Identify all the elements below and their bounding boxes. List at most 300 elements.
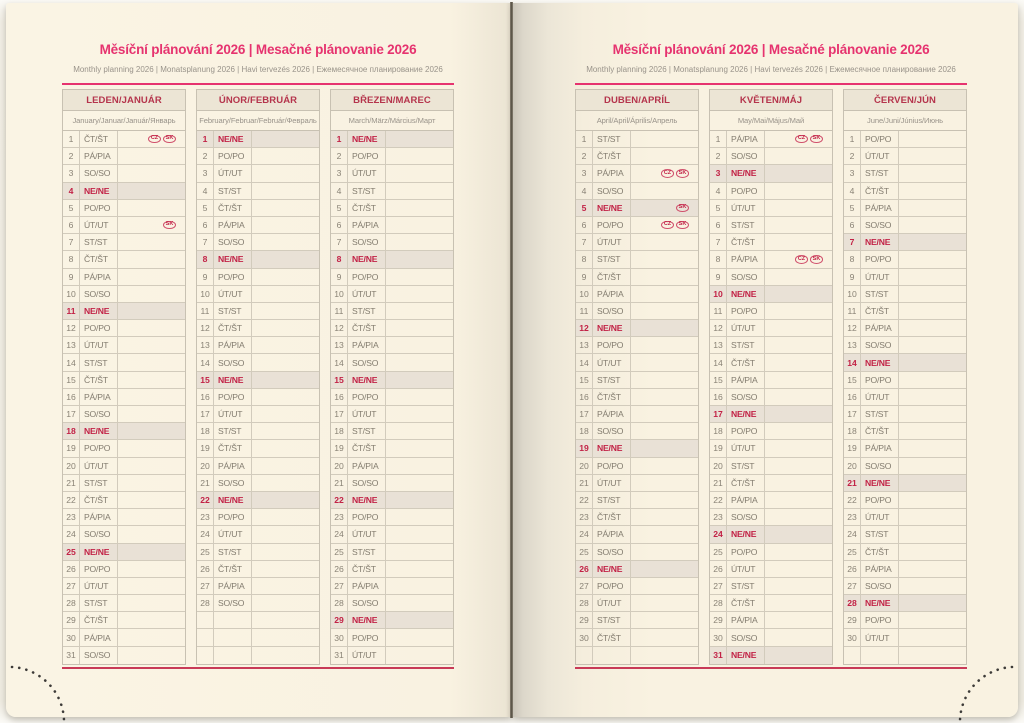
day-row (710, 629, 832, 646)
day-abbrev: NE/NE (348, 372, 386, 388)
day-row (331, 337, 453, 354)
day-abbrev: ČT/ŠT (727, 354, 765, 370)
day-row (197, 165, 319, 182)
day-notes (899, 200, 966, 216)
day-abbrev: ST/ST (214, 183, 252, 199)
day-notes (118, 354, 185, 370)
day-number: 16 (331, 389, 348, 405)
day-number: 22 (710, 492, 727, 508)
day-abbrev: ST/ST (861, 526, 899, 542)
day-number: 15 (331, 372, 348, 388)
day-row (710, 389, 832, 406)
day-row (331, 612, 453, 629)
day-row (576, 286, 698, 303)
day-row (710, 526, 832, 543)
day-row (844, 269, 966, 286)
day-abbrev: PÁ/PIA (80, 509, 118, 525)
day-abbrev: ÚT/UT (214, 286, 252, 302)
day-number: 21 (576, 475, 593, 491)
day-number: 18 (197, 423, 214, 439)
day-abbrev: PÁ/PIA (80, 269, 118, 285)
day-abbrev: PÁ/PIA (861, 561, 899, 577)
day-row (331, 561, 453, 578)
day-row (63, 269, 185, 286)
day-notes (899, 509, 966, 525)
day-abbrev: PÁ/PIA (593, 526, 631, 542)
day-row (710, 492, 832, 509)
day-notes (899, 595, 966, 611)
day-row (197, 544, 319, 561)
day-number: 8 (710, 251, 727, 267)
day-row (576, 492, 698, 509)
day-number: 1 (710, 131, 727, 147)
day-abbrev: PO/PO (214, 148, 252, 164)
day-abbrev: SO/SO (80, 526, 118, 542)
day-abbrev: SO/SO (80, 647, 118, 664)
day-notes (631, 234, 698, 250)
day-row (844, 200, 966, 217)
day-number: 19 (197, 440, 214, 456)
day-abbrev: ÚT/UT (593, 595, 631, 611)
day-abbrev: ČT/ŠT (727, 234, 765, 250)
day-number: 18 (710, 423, 727, 439)
day-notes (765, 200, 832, 216)
day-row (576, 269, 698, 286)
right-page (513, 3, 1018, 717)
day-row (63, 544, 185, 561)
day-abbrev: ÚT/UT (214, 406, 252, 422)
day-abbrev: PO/PO (861, 492, 899, 508)
day-number: 11 (331, 303, 348, 319)
day-abbrev: PÁ/PIA (214, 217, 252, 233)
day-number: 12 (710, 320, 727, 336)
day-notes (899, 148, 966, 164)
day-abbrev: NE/NE (348, 131, 386, 147)
day-number: 14 (197, 354, 214, 370)
day-notes (631, 595, 698, 611)
day-number: 23 (576, 509, 593, 525)
day-notes (252, 217, 319, 233)
day-number: 3 (197, 165, 214, 181)
day-number: 15 (576, 372, 593, 388)
day-abbrev: ÚT/UT (727, 200, 765, 216)
day-abbrev: PO/PO (593, 578, 631, 594)
day-abbrev: ČT/ŠT (214, 561, 252, 577)
day-notes (631, 148, 698, 164)
day-notes (899, 578, 966, 594)
day-number: 7 (844, 234, 861, 250)
day-abbrev: SO/SO (593, 183, 631, 199)
day-row (197, 492, 319, 509)
day-abbrev: SO/SO (348, 354, 386, 370)
day-notes (899, 286, 966, 302)
day-abbrev: ÚT/UT (348, 647, 386, 664)
day-row (197, 509, 319, 526)
day-number: 12 (844, 320, 861, 336)
day-row (844, 148, 966, 165)
month-table (62, 89, 186, 665)
day-abbrev: PO/PO (348, 389, 386, 405)
day-number: 26 (63, 561, 80, 577)
day-row (710, 647, 832, 664)
day-number: 4 (844, 183, 861, 199)
day-number: 21 (331, 475, 348, 491)
month-subtitle: April/April/Április/Апрель (576, 111, 698, 131)
day-abbrev: SO/SO (348, 595, 386, 611)
day-notes (118, 303, 185, 319)
day-row (197, 286, 319, 303)
day-abbrev: ČT/ŠT (861, 303, 899, 319)
day-row (844, 526, 966, 543)
day-row (331, 578, 453, 595)
day-abbrev: PO/PO (861, 251, 899, 267)
day-number: 15 (844, 372, 861, 388)
day-number: 3 (710, 165, 727, 181)
day-abbrev: SO/SO (593, 303, 631, 319)
day-number: 4 (63, 183, 80, 199)
day-number: 26 (576, 561, 593, 577)
day-notes (386, 286, 453, 302)
day-notes (118, 423, 185, 439)
day-row (710, 183, 832, 200)
day-row (844, 440, 966, 457)
day-abbrev: PÁ/PIA (861, 200, 899, 216)
day-number: 17 (63, 406, 80, 422)
day-row (63, 492, 185, 509)
day-abbrev (214, 629, 252, 645)
day-row (844, 165, 966, 182)
months-row-left (62, 89, 454, 665)
day-row (197, 354, 319, 371)
day-row (576, 526, 698, 543)
day-number: 14 (331, 354, 348, 370)
day-row (710, 440, 832, 457)
day-abbrev: NE/NE (348, 492, 386, 508)
day-row (331, 148, 453, 165)
day-number: 8 (331, 251, 348, 267)
day-number: 10 (331, 286, 348, 302)
day-notes (765, 509, 832, 525)
day-notes (631, 337, 698, 353)
day-notes (252, 269, 319, 285)
day-notes (899, 612, 966, 628)
day-notes (118, 509, 185, 525)
day-number: 3 (63, 165, 80, 181)
day-notes (118, 234, 185, 250)
day-number: 25 (197, 544, 214, 560)
day-row (331, 475, 453, 492)
day-row (710, 612, 832, 629)
day-number: 15 (63, 372, 80, 388)
day-row (197, 320, 319, 337)
day-notes (252, 578, 319, 594)
day-abbrev: PÁ/PIA (214, 578, 252, 594)
day-notes (252, 337, 319, 353)
day-notes (386, 303, 453, 319)
day-notes (386, 458, 453, 474)
month-title: KVĚTEN/MÁJ (710, 90, 832, 111)
day-notes (631, 389, 698, 405)
day-row (844, 337, 966, 354)
day-abbrev: ČT/ŠT (348, 320, 386, 336)
day-row (63, 595, 185, 612)
day-number: 16 (197, 389, 214, 405)
day-notes (765, 629, 832, 645)
day-row (710, 406, 832, 423)
day-number: 24 (576, 526, 593, 542)
day-number: 1 (576, 131, 593, 147)
day-notes (118, 183, 185, 199)
day-abbrev: NE/NE (593, 200, 631, 216)
day-number: 13 (844, 337, 861, 353)
month-title: ČERVEN/JÚN (844, 90, 966, 111)
day-row (844, 286, 966, 303)
day-row (710, 200, 832, 217)
day-abbrev: ČT/ŠT (727, 595, 765, 611)
day-notes (386, 406, 453, 422)
day-notes (765, 251, 832, 267)
day-row (331, 131, 453, 148)
day-notes (252, 406, 319, 422)
day-number: 25 (331, 544, 348, 560)
day-row (576, 337, 698, 354)
day-abbrev: PÁ/PIA (593, 286, 631, 302)
day-number: 9 (63, 269, 80, 285)
day-abbrev: NE/NE (80, 544, 118, 560)
day-notes (252, 303, 319, 319)
day-row (844, 372, 966, 389)
day-row (197, 389, 319, 406)
day-row (576, 217, 698, 234)
day-number: 4 (710, 183, 727, 199)
day-number: 27 (197, 578, 214, 594)
day-number: 10 (844, 286, 861, 302)
day-notes (899, 217, 966, 233)
day-number: 10 (576, 286, 593, 302)
day-notes (899, 131, 966, 147)
day-abbrev: ST/ST (348, 423, 386, 439)
day-notes (386, 475, 453, 491)
day-abbrev: NE/NE (214, 492, 252, 508)
day-notes (118, 406, 185, 422)
day-abbrev: NE/NE (593, 320, 631, 336)
day-notes (252, 183, 319, 199)
day-row (331, 303, 453, 320)
day-notes (118, 165, 185, 181)
day-number: 5 (844, 200, 861, 216)
day-number: 26 (710, 561, 727, 577)
day-number: 2 (844, 148, 861, 164)
day-abbrev: ÚT/UT (727, 561, 765, 577)
day-notes (386, 372, 453, 388)
day-notes (899, 337, 966, 353)
day-row (63, 629, 185, 646)
day-notes (899, 320, 966, 336)
day-abbrev: PO/PO (593, 217, 631, 233)
day-number: 20 (710, 458, 727, 474)
day-number: 18 (844, 423, 861, 439)
cz-flag-icon: CZ (795, 255, 808, 264)
day-notes (631, 354, 698, 370)
day-number: 15 (197, 372, 214, 388)
day-notes (631, 526, 698, 542)
day-abbrev: SO/SO (214, 475, 252, 491)
day-number: 4 (576, 183, 593, 199)
day-abbrev: PO/PO (348, 509, 386, 525)
day-notes (765, 165, 832, 181)
day-abbrev: ST/ST (80, 234, 118, 250)
day-number: 31 (710, 647, 727, 664)
day-number: 31 (63, 647, 80, 664)
day-notes (252, 200, 319, 216)
day-abbrev: ST/ST (593, 372, 631, 388)
day-abbrev: ÚT/UT (593, 354, 631, 370)
day-abbrev: NE/NE (593, 561, 631, 577)
day-row (710, 320, 832, 337)
day-number: 5 (576, 200, 593, 216)
day-row (844, 320, 966, 337)
day-notes (899, 406, 966, 422)
day-abbrev: ÚT/UT (593, 234, 631, 250)
day-notes (386, 492, 453, 508)
day-notes (631, 458, 698, 474)
day-number: 5 (710, 200, 727, 216)
day-notes (899, 234, 966, 250)
page-title: Měsíční plánování 2026 | Mesačné plánovanie 2026 (99, 42, 417, 57)
day-notes (118, 612, 185, 628)
day-number: 11 (844, 303, 861, 319)
day-notes (899, 629, 966, 645)
day-notes (252, 647, 319, 664)
day-row (63, 337, 185, 354)
day-number: 6 (197, 217, 214, 233)
day-abbrev: PÁ/PIA (80, 389, 118, 405)
day-notes (765, 475, 832, 491)
day-notes (118, 372, 185, 388)
day-number: 20 (197, 458, 214, 474)
day-notes (765, 320, 832, 336)
day-number: 8 (844, 251, 861, 267)
day-abbrev: NE/NE (727, 406, 765, 422)
empty-row (197, 612, 319, 629)
day-row (331, 389, 453, 406)
months-row-right (575, 89, 967, 665)
sk-flag-icon: SK (676, 221, 689, 230)
page-title: Měsíční plánování 2026 | Mesačné plánovanie 2026 (612, 42, 930, 57)
day-abbrev: SO/SO (727, 269, 765, 285)
day-abbrev: ST/ST (80, 475, 118, 491)
day-abbrev: NE/NE (348, 251, 386, 267)
day-notes (765, 286, 832, 302)
day-row (710, 337, 832, 354)
day-row (63, 286, 185, 303)
day-row (331, 406, 453, 423)
day-notes (118, 217, 185, 233)
day-abbrev: ÚT/UT (861, 389, 899, 405)
day-abbrev: ST/ST (727, 217, 765, 233)
day-row (331, 492, 453, 509)
month-title: ÚNOR/FEBRUÁR (197, 90, 319, 111)
day-number: 28 (844, 595, 861, 611)
day-number: 20 (576, 458, 593, 474)
day-notes (631, 544, 698, 560)
day-number: 25 (710, 544, 727, 560)
month-table (196, 89, 320, 665)
day-row (576, 612, 698, 629)
day-number: 4 (331, 183, 348, 199)
day-notes (765, 544, 832, 560)
day-row (197, 406, 319, 423)
day-row (331, 234, 453, 251)
day-notes (899, 647, 966, 664)
day-number: 11 (710, 303, 727, 319)
day-row (331, 647, 453, 664)
day-notes (899, 458, 966, 474)
day-notes (252, 475, 319, 491)
day-number: 24 (710, 526, 727, 542)
day-number: 13 (63, 337, 80, 353)
day-row (331, 423, 453, 440)
day-number (197, 629, 214, 645)
day-row (844, 458, 966, 475)
day-notes (765, 561, 832, 577)
day-number: 22 (576, 492, 593, 508)
day-abbrev: ÚT/UT (348, 526, 386, 542)
day-number: 25 (844, 544, 861, 560)
day-notes (631, 251, 698, 267)
day-notes (631, 475, 698, 491)
day-number: 17 (197, 406, 214, 422)
day-abbrev: ÚT/UT (348, 286, 386, 302)
day-number: 10 (63, 286, 80, 302)
day-abbrev: ST/ST (727, 458, 765, 474)
day-notes (118, 269, 185, 285)
day-notes (252, 526, 319, 542)
day-row (576, 509, 698, 526)
day-notes (118, 131, 185, 147)
day-notes (899, 269, 966, 285)
day-notes (631, 269, 698, 285)
month-subtitle: February/Februar/Február/Февраль (197, 111, 319, 131)
day-abbrev: ČT/ŠT (348, 561, 386, 577)
day-abbrev (861, 647, 899, 664)
day-row (844, 612, 966, 629)
day-notes (765, 578, 832, 594)
month-subtitle: June/Juni/Június/Июнь (844, 111, 966, 131)
day-abbrev: ÚT/UT (214, 165, 252, 181)
day-notes (631, 303, 698, 319)
day-notes (765, 406, 832, 422)
day-number: 2 (197, 148, 214, 164)
day-number: 6 (844, 217, 861, 233)
day-notes (252, 458, 319, 474)
day-number: 22 (331, 492, 348, 508)
day-number (197, 647, 214, 664)
day-abbrev: ST/ST (593, 492, 631, 508)
day-notes (631, 217, 698, 233)
day-notes (118, 629, 185, 645)
day-abbrev: PÁ/PIA (348, 578, 386, 594)
day-row (576, 200, 698, 217)
empty-row (844, 647, 966, 664)
day-notes (386, 578, 453, 594)
day-number: 6 (331, 217, 348, 233)
day-row (197, 458, 319, 475)
day-row (63, 406, 185, 423)
day-row (576, 423, 698, 440)
day-abbrev: PÁ/PIA (727, 251, 765, 267)
month-table (709, 89, 833, 665)
